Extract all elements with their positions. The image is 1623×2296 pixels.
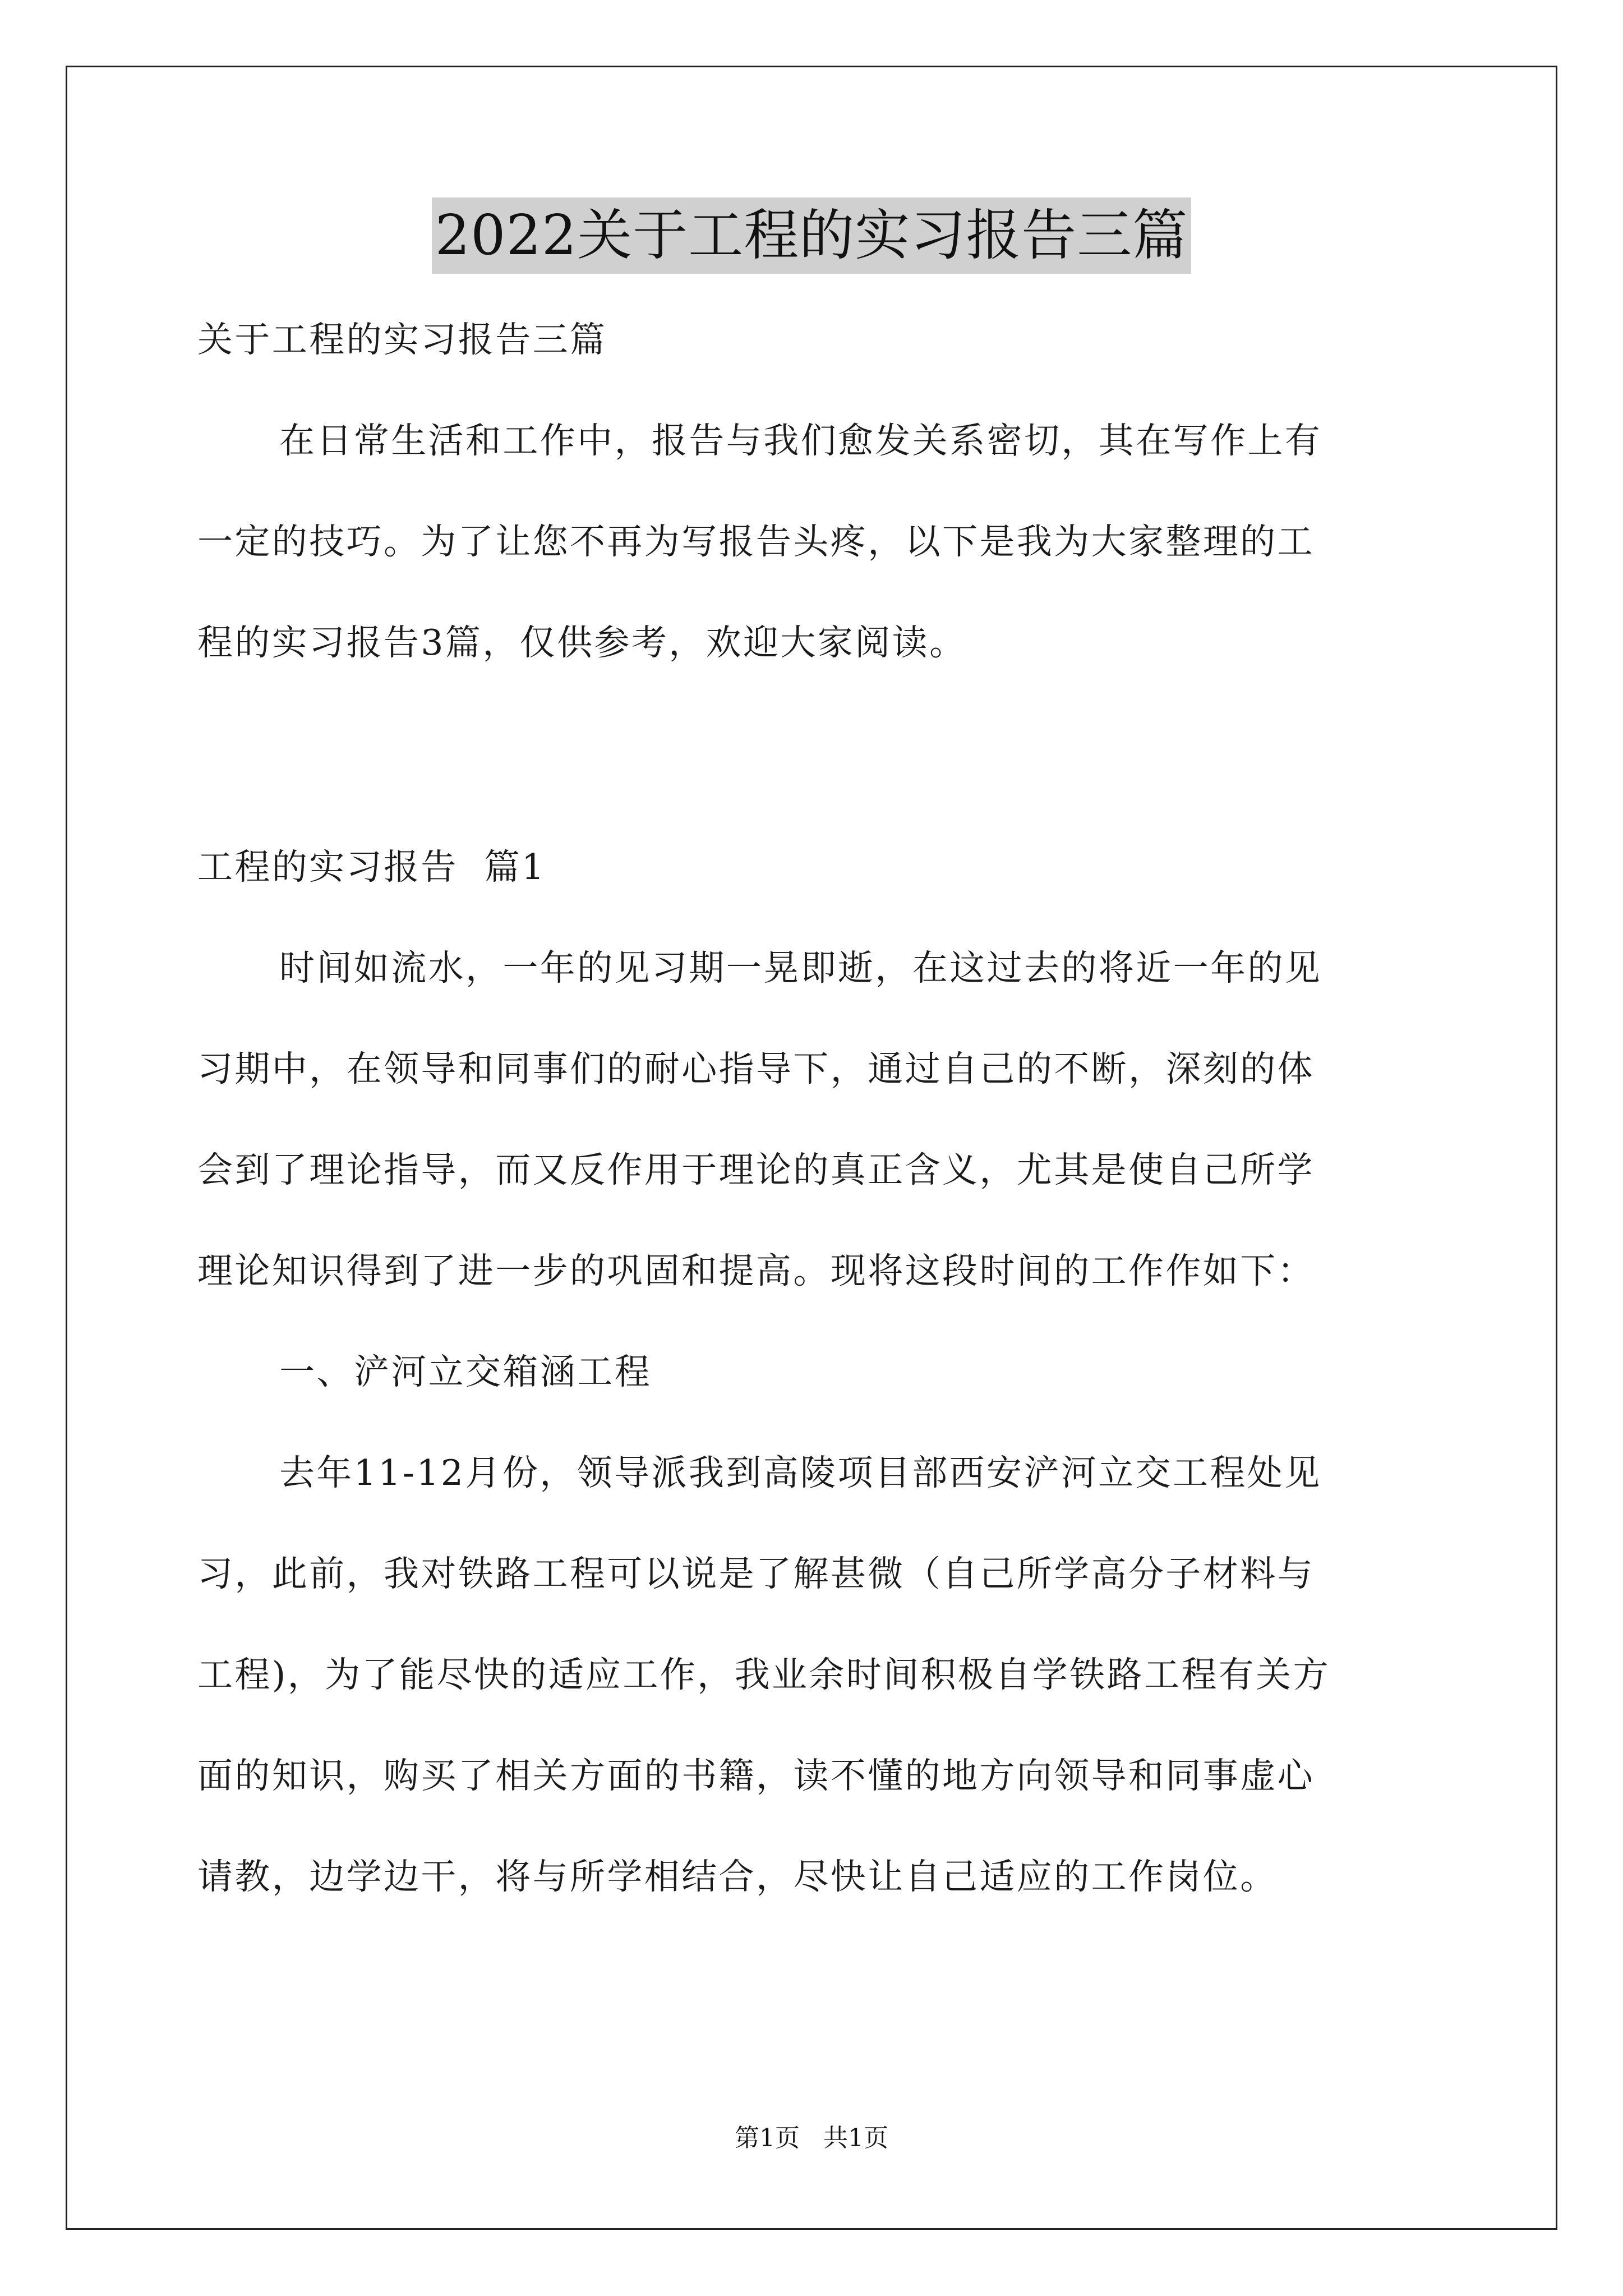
document-body: [197, 314, 1431, 1952]
document-subtitle: 关于工程的实习报告三篇: [197, 319, 607, 360]
intro-line: 一定的技巧。为了让您不再为写报告头疼，以下是我为大家整理的工: [197, 521, 1315, 562]
intro-line: 程的实习报告3篇，仅供参考，欢迎大家阅读。: [197, 622, 967, 663]
document-title-container: [0, 197, 1623, 274]
paragraph-line: 习，此前，我对铁路工程可以说是了解甚微（自己所学高分子材料与: [197, 1553, 1315, 1594]
paragraph-line: 时间如流水，一年的见习期一晃即逝，在这过去的将近一年的见: [279, 947, 1322, 988]
sub-heading: 一、浐河立交箱涵工程: [279, 1351, 652, 1392]
paragraph-line: 去年11-12月份，领导派我到高陵项目部西安浐河立交工程处见: [279, 1452, 1322, 1493]
spacer: [197, 718, 1431, 841]
intro-line: 在日常生活和工作中，报告与我们愈发关系密切，其在写作上有: [279, 420, 1322, 461]
page-footer: [0, 2122, 1623, 2155]
document-title: 2022关于工程的实习报告三篇: [432, 197, 1191, 274]
paragraph-line: 工程)，为了能尽快的适应工作，我业余时间积极自学铁路工程有关方: [197, 1654, 1330, 1695]
paragraph-line: 会到了理论指导，而又反作用于理论的真正含义，尤其是使自己所学: [197, 1149, 1315, 1190]
page-number: 第1页 共1页: [735, 2124, 888, 2152]
paragraph-line: 理论知识得到了进一步的巩固和提高。现将这段时间的工作作如下：: [197, 1250, 1315, 1291]
paragraph-line: 习期中，在领导和同事们的耐心指导下，通过自己的不断，深刻的体: [197, 1048, 1315, 1089]
section-heading: 工程的实习报告 篇1: [197, 846, 546, 887]
paragraph-line: 面的知识，购买了相关方面的书籍，读不懂的地方向领导和同事虚心: [197, 1755, 1315, 1796]
paragraph-line: 请教，边学边干，将与所学相结合，尽快让自己适应的工作岗位。: [197, 1856, 1278, 1897]
